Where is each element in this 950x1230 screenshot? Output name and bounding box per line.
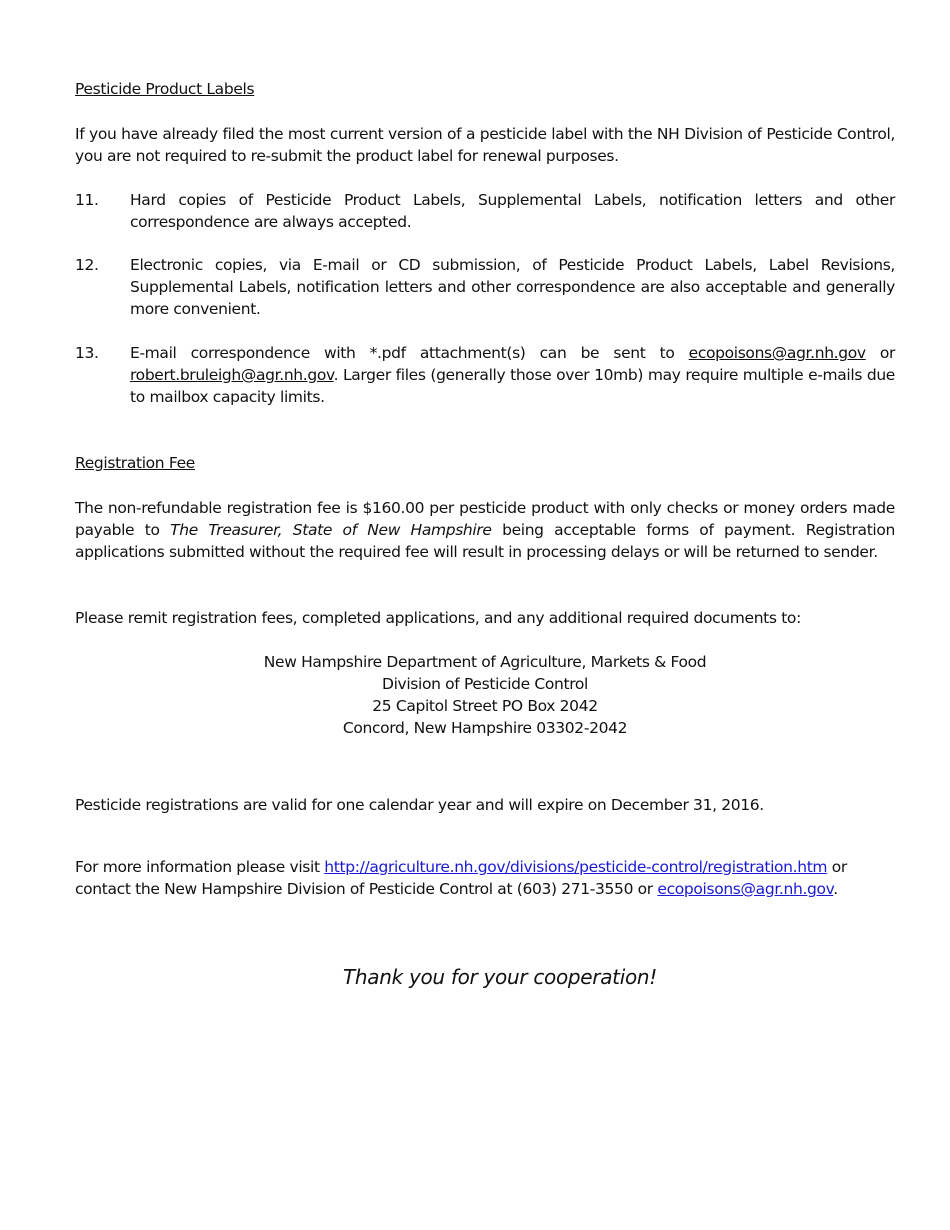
list-item [75, 254, 895, 320]
item-text: Hard copies of Pesticide Product Labels, Supplemental Labels, notification letters and other correspondence are always accepted. [130, 191, 895, 231]
item-text-or: or [865, 344, 895, 362]
more-info-text-mid: or contact the New Hampshire Division of Pesticide Control at (603) 271-3550 or [75, 858, 847, 898]
item-text-start: E-mail correspondence with *.pdf attachment(s) can be sent to [130, 344, 689, 362]
address-line: Division of Pesticide Control [381, 675, 588, 693]
more-info-paragraph [75, 856, 895, 900]
validity-text: Pesticide registrations are valid for one calendar year and will expire on December 31, 2016. [75, 796, 764, 814]
contact-email-link[interactable]: ecopoisons@agr.nh.gov [657, 880, 834, 898]
item-number: 13. [75, 344, 99, 362]
email-link-ecopoisons[interactable]: ecopoisons@agr.nh.gov [688, 344, 866, 362]
item-number: 12. [75, 256, 99, 274]
fee-paragraph [75, 497, 895, 563]
mailing-address [75, 651, 895, 739]
address-line: New Hampshire Department of Agriculture, Markets & Food [263, 653, 707, 671]
labels-heading: Pesticide Product Labels [75, 80, 255, 98]
address-line: Concord, New Hampshire 03302-2042 [342, 719, 628, 737]
labels-intro: If you have already filed the most current version of a pesticide label with the NH Division of Pesticide Control, you are not required to re-submit the product label for renewal purposes. [75, 125, 895, 165]
address-line: 25 Capitol Street PO Box 2042 [372, 697, 598, 715]
item-text: Electronic copies, via E-mail or CD submission, of Pesticide Product Labels, Label Revisions, Supplemental Labels, notification letters and other correspondence are also acceptable and generally more convenient. [130, 256, 895, 318]
item-number: 11. [75, 191, 99, 209]
item-text-end: . Larger files (generally those over 10mb) may require multiple e-mails due to mailbox capacity limits. [130, 366, 895, 406]
remit-text: Please remit registration fees, completed applications, and any additional required documents to: [75, 609, 801, 627]
email-link-bruleigh[interactable]: robert.bruleigh@agr.nh.gov [130, 366, 334, 384]
list-item [75, 342, 895, 408]
fee-payee: The Treasurer, State of New Hampshire [170, 521, 492, 539]
item-text [130, 342, 895, 408]
fee-text-start: The non-refundable registration fee is $160.00 per pesticide product with only checks or money orders made payable to [75, 499, 895, 539]
list-item [75, 189, 895, 233]
fee-text-end: being acceptable forms of payment. Registration applications submitted without the required fee will result in processing delays or will be returned to sender. [75, 521, 895, 561]
closing-thanks: Thank you for your cooperation! [342, 965, 658, 989]
more-info-text-end: . [833, 880, 838, 898]
fee-heading: Registration Fee [75, 454, 195, 472]
registration-url-link[interactable]: http://agriculture.nh.gov/divisions/pesticide-control/registration.htm [324, 858, 828, 876]
more-info-text-start: For more information please visit [75, 858, 325, 876]
